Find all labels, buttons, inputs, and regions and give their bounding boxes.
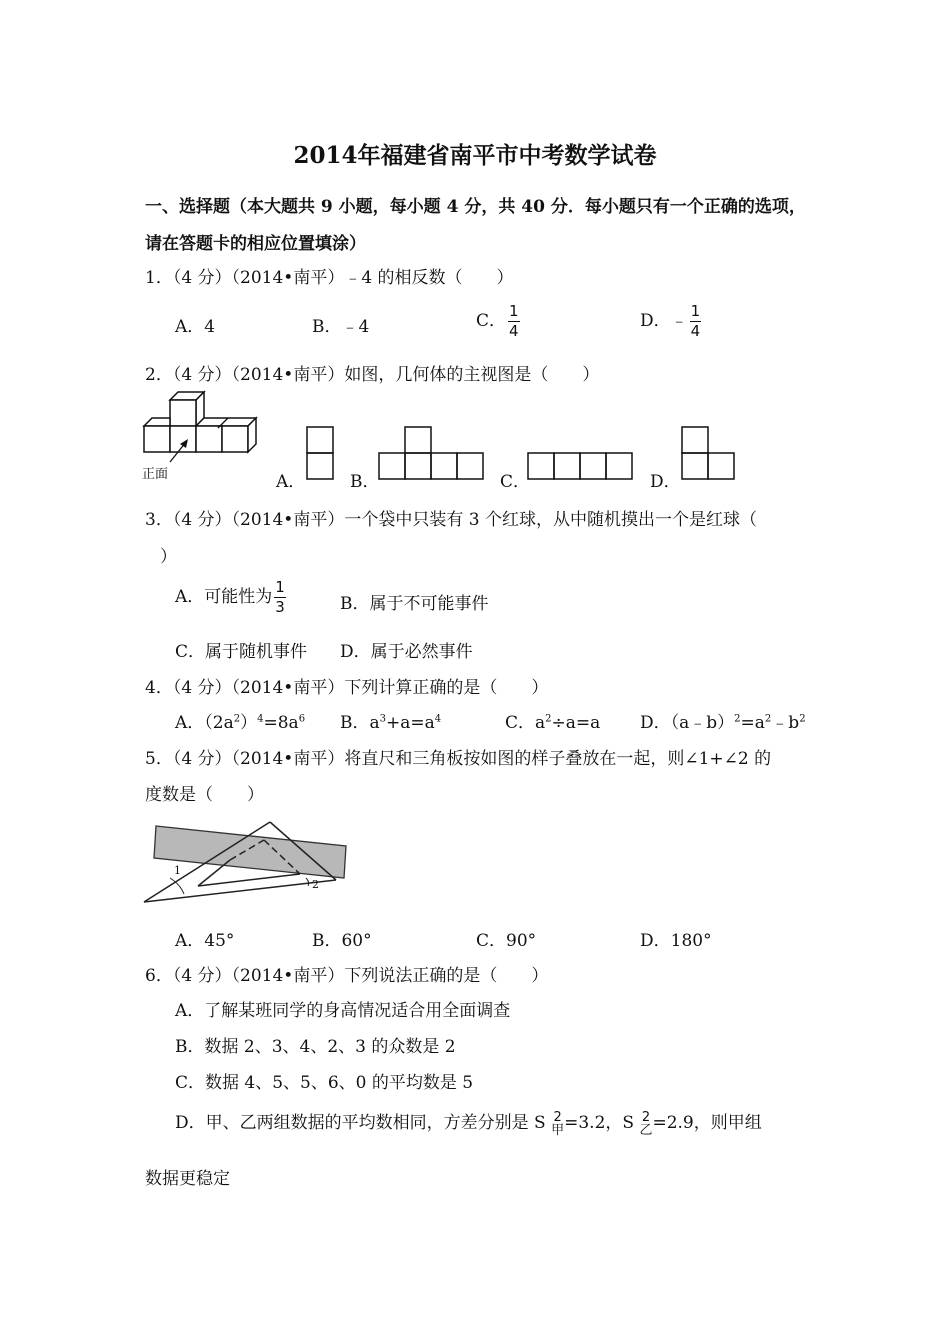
q2-option-c-figure [526,451,636,481]
ruler-shape [154,826,346,878]
page-title: 2014年福建省南平市中考数学试卷 [293,142,657,169]
q1-stem: 1．（4 分）（2014•南平）﹣4 的相反数（ ） [145,268,514,288]
q1-option-d-label: D．﹣ [640,311,688,331]
q4-d-sup1: 2 [734,713,741,725]
q1-d-numerator: 1 [690,302,701,320]
q4-d-part2: =a [740,713,765,733]
q6-d-part3: =2.9，则甲组 [652,1113,762,1133]
q5-ruler-triangle-figure [140,818,355,906]
cube-front-2 [170,426,196,452]
q1-c-numerator: 1 [509,302,519,320]
q4-b-sup2: 4 [434,713,442,725]
cube-front-4 [222,426,248,452]
q1-option-c-fraction [508,304,520,339]
angle-2-label: 2 [312,878,319,891]
q5-option-b: B．60° [312,931,372,951]
q2-solid-figure [140,390,265,482]
front-label: 正面 [142,467,169,482]
q4-b-part2: +a=a [386,713,435,733]
q2-stem: 2．（4 分）（2014•南平）如图，几何体的主视图是（ ） [145,365,600,385]
q3-option-a-label: A．可能性为 [175,587,273,607]
q4-b-part1: B．a [340,713,380,733]
q4-c-part2: ÷a=a [551,713,601,733]
q3-option-a-fraction [274,580,286,615]
row-top-face-1 [144,418,170,426]
q5-stem-line2: 度数是（ ） [145,785,264,805]
q4-option-a [175,708,305,733]
q4-d-part1: D．（a﹣b） [640,713,735,733]
q3-option-d: D．属于必然事件 [340,642,473,662]
q4-a-sup1: 2 [233,713,241,725]
angle-1-label: 1 [174,864,181,877]
q4-option-b [340,708,441,733]
q4-option-d [640,708,806,733]
q4-option-c [505,708,600,733]
q4-a-part2: ） [240,713,258,733]
q4-c-part1: C．a [505,713,546,733]
q2-option-d-label: D． [650,472,681,492]
q6-stem: 6．（4 分）（2014•南平）下列说法正确的是（ ） [145,966,549,986]
section-heading-line1: 一、选择题（本大题共 9 小题，每小题 4 分，共 40 分．每小题只有一个正确的选项， [145,197,806,217]
q1-option-d [640,304,703,339]
q6-d-variance-jia [551,1111,564,1137]
q4-a-sup2: 4 [257,713,264,725]
q3-stem-line1: 3．（4 分）（2014•南平）一个袋中只装有 3 个红球，从中随机摸出一个是红球（ [145,510,757,530]
top-cube-front-face [170,400,196,426]
q2-option-d-figure [680,425,740,481]
q4-d-sup2: 2 [764,713,772,725]
q4-d-part3: ﹣b [771,713,800,733]
q2-option-b-figure [377,425,489,481]
q2-option-b-label: B． [350,472,380,492]
q6-d-variance-yi [639,1111,652,1137]
q3-option-b: B．属于不可能事件 [340,594,489,614]
q2-option-a-label: A． [276,472,306,492]
q4-stem: 4．（4 分）（2014•南平）下列计算正确的是（ ） [145,678,549,698]
q3-a-numerator: 1 [275,578,285,596]
q1-option-a: A．4 [175,317,216,337]
q4-d-sup3: 2 [799,713,806,725]
section-heading-line2: 请在答题卡的相应位置填涂） [145,234,366,254]
q4-a-part3: =8a [263,713,299,733]
q2-option-c-label: C． [500,472,531,492]
q4-c-sup1: 2 [545,713,552,725]
q2-option-a-figure [305,425,337,481]
cube-front-1 [144,426,170,452]
q6-option-d [175,1108,762,1137]
q4-b-sup1: 3 [379,713,387,725]
q1-option-b: B．﹣4 [312,317,370,337]
angle-2-arc [306,878,309,886]
q6-option-a: A．了解某班同学的身高情况适合用全面调查 [175,1001,511,1021]
q1-option-c-label: C． [476,311,507,331]
q1-d-denominator: 4 [690,322,701,340]
q1-option-c [476,304,522,339]
q3-stem-line2: ） [160,547,177,567]
q1-c-denominator: 4 [509,322,519,340]
q6-d-part1: D．甲、乙两组数据的平均数相同，方差分别是 S [175,1113,546,1133]
q6-d-sub1: 甲 [551,1122,565,1138]
q6-d-part2: =3.2，S [564,1113,635,1133]
q3-a-denominator: 3 [275,598,285,616]
q6-d-sub2: 乙 [639,1122,653,1138]
q6-option-b: B．数据 2、3、4、2、3 的众数是 2 [175,1037,456,1057]
q5-option-c: C．90° [476,931,537,951]
q6-option-c: C．数据 4、5、5、6、0 的平均数是 5 [175,1073,474,1093]
q6-d-sup2: 2 [641,1109,651,1125]
q3-option-c: C．属于随机事件 [175,642,308,662]
q5-option-d: D．180° [640,931,712,951]
q4-a-part1: A．（2a [175,713,234,733]
q1-option-d-fraction [690,304,702,339]
q3-option-a [175,580,288,615]
q5-option-a: A．45° [175,931,235,951]
q6-option-d-line2: 数据更稳定 [145,1169,230,1189]
cube-front-3 [196,426,222,452]
q6-d-sup1: 2 [553,1109,562,1125]
q5-stem-line1: 5．（4 分）（2014•南平）将直尺和三角板按如图的样子叠放在一起，则∠1+∠2 的 [145,749,772,769]
q4-a-sup3: 6 [298,713,306,725]
inner-triangle-bottom-edge [198,874,300,886]
